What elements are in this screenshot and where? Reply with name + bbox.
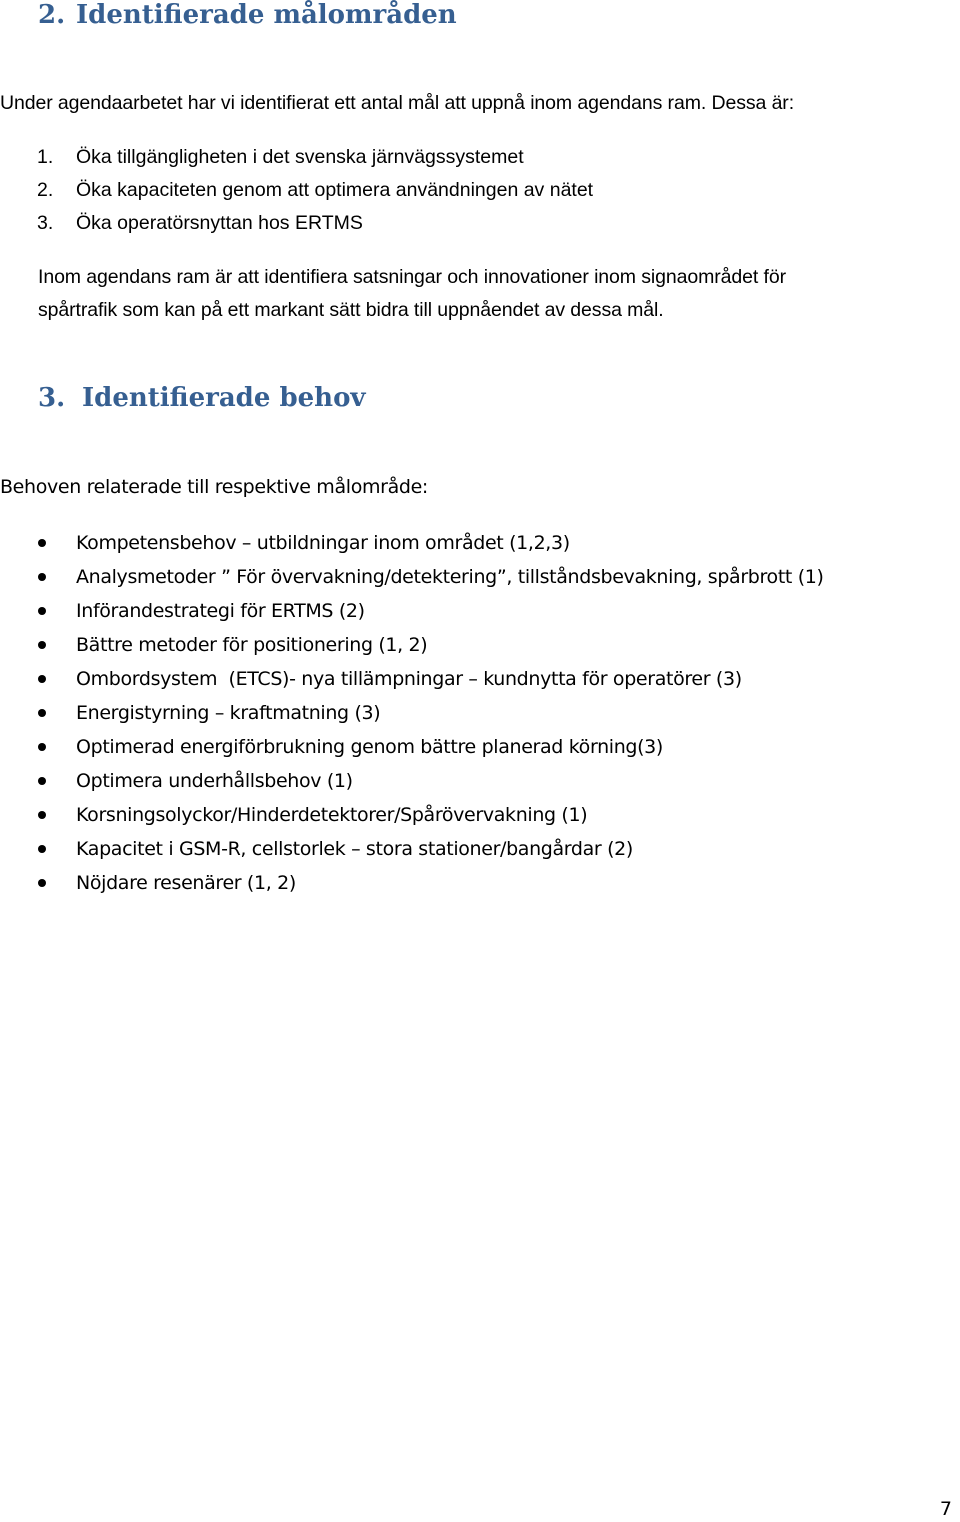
list-item (0, 594, 824, 628)
section-2-paragraph-line-2: spårtrafik som kan på ett markant sätt bidra till uppnåendet av dessa mål. (38, 299, 664, 321)
section-2-heading (38, 0, 457, 30)
section-3-number: 3. (38, 383, 66, 413)
goal-text: Öka tillgängligheten i det svenska järnvägssystemet (76, 146, 524, 168)
bullet-icon (38, 573, 46, 581)
goal-marker: 1. (37, 146, 54, 168)
list-item (0, 730, 824, 764)
list-item (0, 764, 824, 798)
section-2-number: 2. (38, 0, 66, 30)
goal-marker: 3. (37, 212, 54, 234)
need-text: Korsningsolyckor/Hinderdetektorer/Spårövervakning (1) (76, 804, 588, 826)
need-text: Nöjdare resenärer (1, 2) (76, 872, 296, 894)
need-text: Energistyrning – kraftmatning (3) (76, 702, 381, 724)
bullet-icon (38, 641, 46, 649)
section-2-paragraph-line-1: Inom agendans ram är att identifiera satsningar och innovationer inom signaområdet för (38, 266, 786, 288)
goal-item (0, 141, 593, 174)
list-item (0, 696, 824, 730)
goal-text: Öka operatörsnyttan hos ERTMS (76, 212, 363, 234)
bullet-icon (38, 675, 46, 683)
need-text: Kompetensbehov – utbildningar inom området (1,2,3) (76, 532, 570, 554)
need-text: Införandestrategi för ERTMS (2) (76, 600, 365, 622)
bullet-icon (38, 811, 46, 819)
bullet-icon (38, 539, 46, 547)
need-text: Analysmetoder ” För övervakning/detektering”, tillståndsbevakning, spårbrott (1) (76, 566, 824, 588)
bullet-icon (38, 879, 46, 887)
need-text: Optimerad energiförbrukning genom bättre planerad körning(3) (76, 736, 663, 758)
list-item (0, 560, 824, 594)
goal-text: Öka kapaciteten genom att optimera användningen av nätet (76, 179, 594, 201)
goal-item (0, 174, 593, 207)
needs-list (0, 526, 824, 900)
goals-list (0, 141, 593, 240)
page-number: 7 (939, 1498, 952, 1520)
list-item (0, 628, 824, 662)
need-text: Optimera underhållsbehov (1) (76, 770, 353, 792)
section-2-title: Identifierade målområden (76, 0, 457, 30)
list-item (0, 662, 824, 696)
list-item (0, 526, 824, 560)
section-3-heading (38, 383, 366, 413)
list-item (0, 832, 824, 866)
list-item (0, 798, 824, 832)
bullet-icon (38, 777, 46, 785)
need-text: Bättre metoder för positionering (1, 2) (76, 634, 428, 656)
list-item (0, 866, 824, 900)
section-3-intro: Behoven relaterade till respektive målområde: (0, 476, 428, 498)
goal-item (0, 207, 593, 240)
section-3-title: Identifierade behov (82, 383, 366, 413)
need-text: Kapacitet i GSM-R, cellstorlek – stora stationer/bangårdar (2) (76, 838, 633, 860)
bullet-icon (38, 845, 46, 853)
section-2-intro: Under agendaarbetet har vi identifierat ett antal mål att uppnå inom agendans ram. Dessa är: (0, 92, 795, 114)
bullet-icon (38, 607, 46, 615)
goal-marker: 2. (37, 179, 54, 201)
bullet-icon (38, 709, 46, 717)
need-text: Ombordsystem (ETCS)- nya tillämpningar – kundnytta för operatörer (3) (76, 668, 742, 690)
bullet-icon (38, 743, 46, 751)
